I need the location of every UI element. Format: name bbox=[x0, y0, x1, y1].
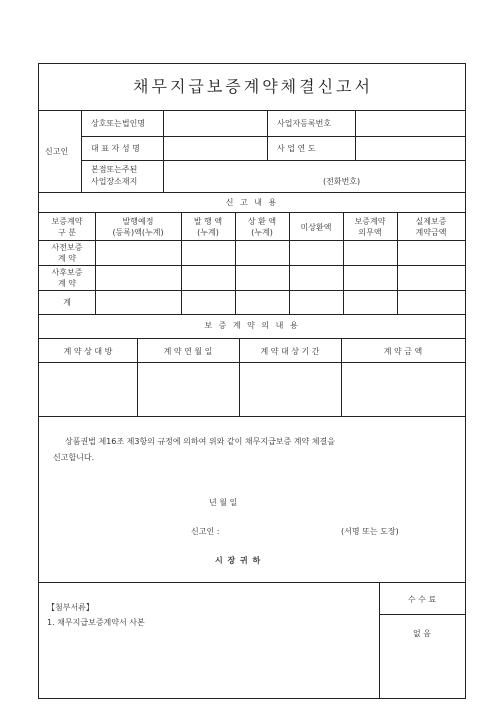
header-actual-amount: 실제보증 계약금액 bbox=[415, 217, 447, 237]
company-name-label: 상호또는법인명 bbox=[91, 119, 146, 128]
divider bbox=[39, 265, 465, 266]
divider bbox=[39, 362, 465, 363]
header-contract-period: 계 약 대 상 기 간 bbox=[260, 347, 320, 356]
divider bbox=[39, 110, 465, 111]
header-type: 보증계약 구 분 bbox=[51, 217, 83, 237]
representative-label: 대 표 자 성 명 bbox=[91, 144, 140, 153]
divider bbox=[39, 338, 465, 339]
row-pre-contract: 사전보증 계 약 bbox=[51, 243, 83, 263]
seal-text: (서명 또는 도장) bbox=[341, 527, 399, 536]
business-year-label: 사 업 연 도 bbox=[277, 144, 316, 153]
address-label-line2: 사업장소재지 bbox=[91, 177, 138, 186]
attachment-item: 1. 채무지급보증계약서 사본 bbox=[47, 618, 145, 627]
attachments-title: 【첨부서류】 bbox=[47, 603, 94, 612]
divider bbox=[81, 110, 82, 192]
divider bbox=[39, 212, 465, 213]
divider bbox=[267, 110, 268, 160]
divider bbox=[39, 192, 465, 193]
guarantee-section-title: 보 증 계 약 의 내 용 bbox=[204, 321, 300, 330]
business-number-label: 사업자등록번호 bbox=[277, 119, 332, 128]
addressee: 시 장 귀 하 bbox=[215, 556, 262, 565]
header-obligation: 보증계약 의무액 bbox=[354, 217, 386, 237]
header-issued: 발 행 액 (누계) bbox=[193, 217, 223, 237]
report-section-title: 신 고 내 용 bbox=[225, 198, 279, 207]
signer-label: 신고인 : bbox=[191, 527, 220, 536]
address-label-line1: 본점또는주된 bbox=[91, 165, 138, 174]
fee-label: 수 수 료 bbox=[407, 595, 437, 604]
divider bbox=[163, 110, 164, 192]
divider bbox=[39, 416, 465, 417]
header-unredeemed: 미상환액 bbox=[300, 223, 332, 232]
divider bbox=[81, 136, 465, 137]
date-line: 년 월 일 bbox=[209, 498, 238, 507]
divider bbox=[379, 614, 465, 615]
divider bbox=[39, 290, 465, 291]
row-post-contract: 사후보증 계 약 bbox=[51, 268, 83, 288]
divider bbox=[39, 314, 465, 315]
header-planned-issue: 발행예정 (등록)액(누계) bbox=[112, 217, 164, 237]
header-redeemed: 상 환 액 (누계) bbox=[247, 217, 277, 237]
report-form bbox=[38, 63, 466, 699]
row-total: 계 bbox=[63, 298, 71, 307]
header-contract-date: 계 약 연 월 일 bbox=[163, 347, 213, 356]
divider bbox=[81, 160, 465, 161]
reporter-label: 신고인 bbox=[45, 147, 69, 156]
form-title: 채무지급보증계약체결신고서 bbox=[133, 77, 373, 96]
divider bbox=[355, 110, 356, 160]
header-contract-amount: 계 약 금 액 bbox=[383, 347, 423, 356]
statement-line2: 신고합니다. bbox=[53, 453, 95, 462]
statement-line1: 상품권법 제16조 제3항의 규정에 의하여 위와 같이 채무지급보증 계약 체결을 bbox=[65, 437, 335, 446]
header-counterparty: 계 약 상 대 방 bbox=[63, 347, 113, 356]
fee-value: 없 음 bbox=[413, 629, 431, 638]
divider bbox=[39, 582, 465, 583]
phone-label: (전화번호) bbox=[323, 177, 361, 186]
divider bbox=[39, 240, 465, 241]
